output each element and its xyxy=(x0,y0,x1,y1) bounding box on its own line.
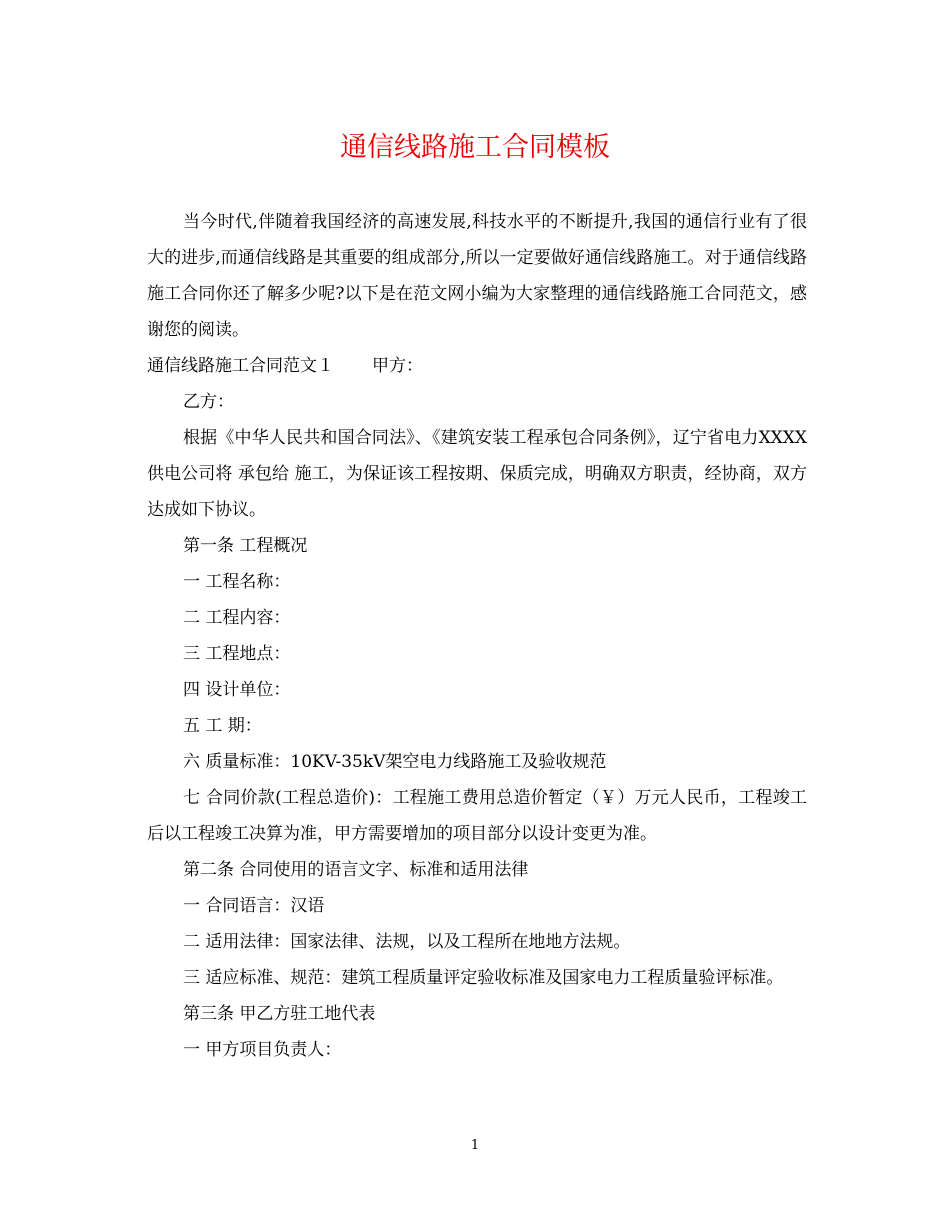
applicable-law-line: 二 适用法律：国家法律、法规，以及工程所在地地方法规。 xyxy=(183,932,631,952)
contract-sample-heading-line xyxy=(147,348,807,384)
party-b-label: 乙方： xyxy=(183,392,234,412)
article-3-heading: 第三条 甲乙方驻工地代表 xyxy=(183,1004,376,1024)
construction-period-line: 五 工 期： xyxy=(183,716,262,736)
contract-language-line: 一 合同语言：汉语 xyxy=(183,896,325,916)
quality-standard-line: 六 质量标准：10KV-35kV架空电力线路施工及验收规范 xyxy=(183,752,607,772)
article-1-heading: 第一条 工程概况 xyxy=(183,536,308,556)
project-name-line: 一 工程名称： xyxy=(183,572,291,592)
document-title: 通信线路施工合同模板 xyxy=(340,132,610,163)
contract-price-paragraph: 七 合同价款(工程总造价)：工程施工费用总造价暂定（￥）万元人民币，工程竣工后以工程竣工决算为准，甲方需要增加的项目部分以设计变更为准。 xyxy=(147,788,807,844)
intro-paragraph: 当今时代,伴随着我国经济的高速发展,科技水平的不断提升,我国的通信行业有了很大的进步,而通信线路是其重要的组成部分,所以一定要做好通信线路施工。对于通信线路施工合同你还了解多少呢?以下是在范文网小编为大家整理的通信线路施工合同范文，感谢您的阅读。 xyxy=(147,212,807,340)
project-location-line: 三 工程地点： xyxy=(183,644,291,664)
contract-sample-heading: 通信线路施工合同范文１ xyxy=(147,356,334,376)
party-a-project-manager-line: 一 甲方项目负责人： xyxy=(183,1040,342,1060)
applicable-standards-paragraph: 三 适应标准、规范：建筑工程质量评定验收标准及国家电力工程质量验评标准。 xyxy=(183,968,784,988)
basis-paragraph: 根据《中华人民共和国合同法》、《建筑安装工程承包合同条例》，辽宁省电力XXXX供电公司将 承包给 施工，为保证该工程按期、保质完成，明确双方职责，经协商，双方达成如下协议。 xyxy=(147,428,807,520)
party-a-label: 甲方： xyxy=(372,356,423,376)
article-2-heading: 第二条 合同使用的语言文字、标准和适用法律 xyxy=(183,860,529,880)
document-body xyxy=(147,204,807,1068)
page-number: 1 xyxy=(470,1138,480,1153)
design-unit-line: 四 设计单位： xyxy=(183,680,291,700)
project-content-line: 二 工程内容： xyxy=(183,608,291,628)
